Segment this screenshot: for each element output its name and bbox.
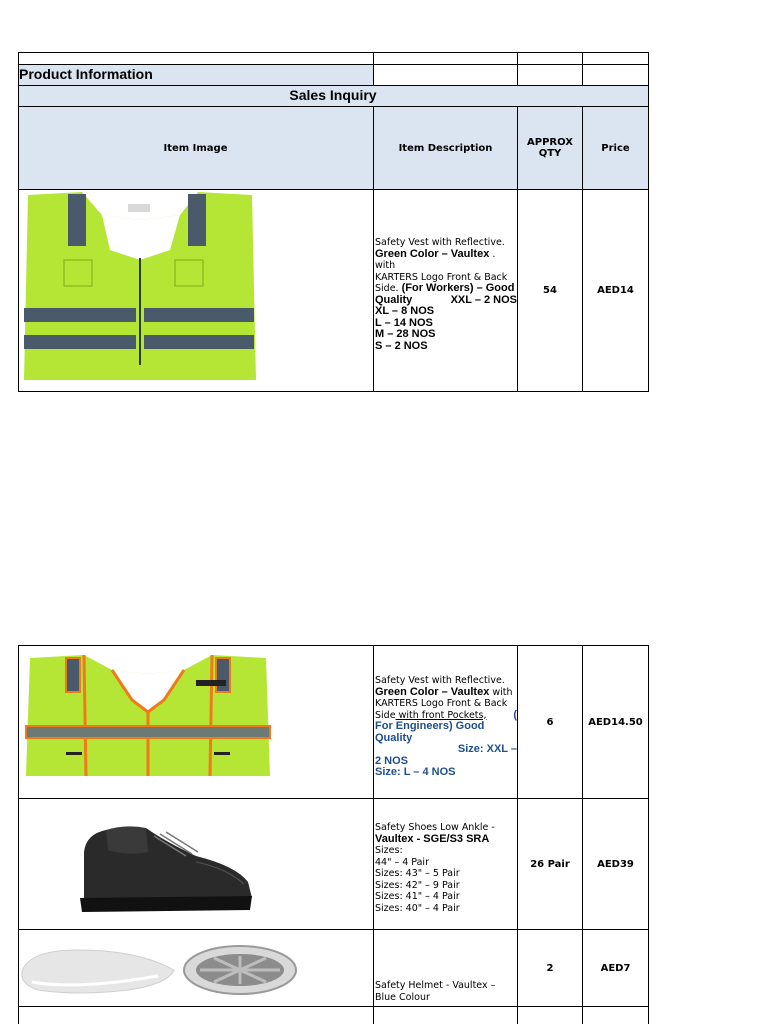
- item-2-description: [375, 675, 517, 779]
- item-3-price: AED39: [597, 858, 634, 870]
- desc-line: Safety Vest with Reflective.: [375, 675, 505, 686]
- helmet-drawing: [18, 942, 300, 1002]
- header-approx-qty: [518, 107, 582, 189]
- item-1-qty: 54: [543, 285, 557, 296]
- desc-text: with: [489, 686, 513, 698]
- desc-line: Blue Colour: [375, 991, 430, 1003]
- desc-bold: (For Workers) – Good: [401, 282, 515, 294]
- item-2-price: AED14.50: [588, 716, 643, 728]
- desc-text: . with: [375, 248, 496, 271]
- desc-text: Side.: [375, 283, 402, 294]
- desc-line-blue: Size: XXL –: [457, 743, 517, 755]
- desc-line: [375, 249, 517, 272]
- desc-line: Sizes: 43" – 5 Pair: [375, 868, 460, 879]
- header-price: Price: [601, 142, 630, 154]
- item-4-price: AED7: [600, 962, 631, 974]
- desc-line: [375, 341, 517, 353]
- item-4-description: [375, 980, 517, 1003]
- desc-line: [375, 687, 517, 699]
- desc-line: Sizes: 40" – 4 Pair: [375, 902, 460, 914]
- desc-text: Side: [375, 709, 396, 721]
- desc-bold: Green Color – Vaultex: [375, 247, 490, 260]
- desc-line: Safety Helmet - Vaultex –: [375, 980, 496, 991]
- desc-line: KARTERS Logo Front & Back: [375, 271, 508, 283]
- vest-drawing: [20, 190, 260, 390]
- desc-line-blue: 2 NOS: [375, 754, 409, 767]
- desc-bold: Quality: [375, 293, 413, 306]
- desc-text: Sizes:: [375, 845, 403, 856]
- desc-line: Safety Vest with Reflective.: [375, 237, 505, 248]
- product-information-label: Product Information: [19, 66, 153, 82]
- desc-bold: M – 28 NOS: [375, 328, 436, 340]
- item-3-description: [375, 822, 517, 914]
- desc-bold: Green Color – Vaultex: [375, 685, 490, 698]
- item-4-qty: 2: [546, 962, 554, 974]
- desc-line: Safety Shoes Low Ankle -: [375, 822, 495, 833]
- shoe-drawing: [76, 822, 256, 914]
- item-3-qty: 26 Pair: [530, 858, 570, 870]
- engineer-vest-drawing: [24, 652, 272, 778]
- desc-bold: L – 14 NOS: [375, 316, 433, 329]
- desc-line: Sizes: 41" – 4 Pair: [375, 891, 460, 902]
- desc-line: 44" – 4 Pair: [375, 856, 429, 868]
- green-safety-vest-image: [20, 190, 260, 390]
- desc-line-blue: For Engineers) Good Quality: [375, 720, 485, 744]
- engineer-safety-vest-image: [24, 652, 272, 778]
- safety-helmet-image: [18, 942, 300, 1002]
- desc-underlined: with front Pockets,: [395, 709, 487, 721]
- sales-inquiry-title: Sales Inquiry: [289, 87, 377, 103]
- desc-bold: XL – 8 NOS: [375, 305, 435, 317]
- header-qty-line2: QTY: [538, 148, 562, 159]
- desc-line: Sizes: 42" – 9 Pair: [375, 879, 460, 891]
- desc-bold: S – 2 NOS: [375, 339, 428, 352]
- desc-line: [375, 283, 517, 295]
- desc-line-blue: Size: L – 4 NOS: [375, 766, 456, 778]
- desc-bold: Vaultex - SGE/S3 SRA: [375, 832, 490, 845]
- item-2-qty: 6: [546, 716, 554, 728]
- desc-bold: XXL – 2 NOS: [450, 293, 517, 306]
- desc-line: [375, 834, 517, 857]
- header-qty-line1: APPROX: [527, 137, 573, 148]
- header-item-description: Item Description: [398, 142, 493, 154]
- item-1-description: [375, 237, 517, 352]
- desc-blue: (: [513, 708, 517, 721]
- header-item-image: Item Image: [163, 142, 228, 154]
- safety-shoe-image: [76, 822, 256, 914]
- desc-line: KARTERS Logo Front & Back: [375, 698, 508, 709]
- item-1-price: AED14: [597, 285, 634, 296]
